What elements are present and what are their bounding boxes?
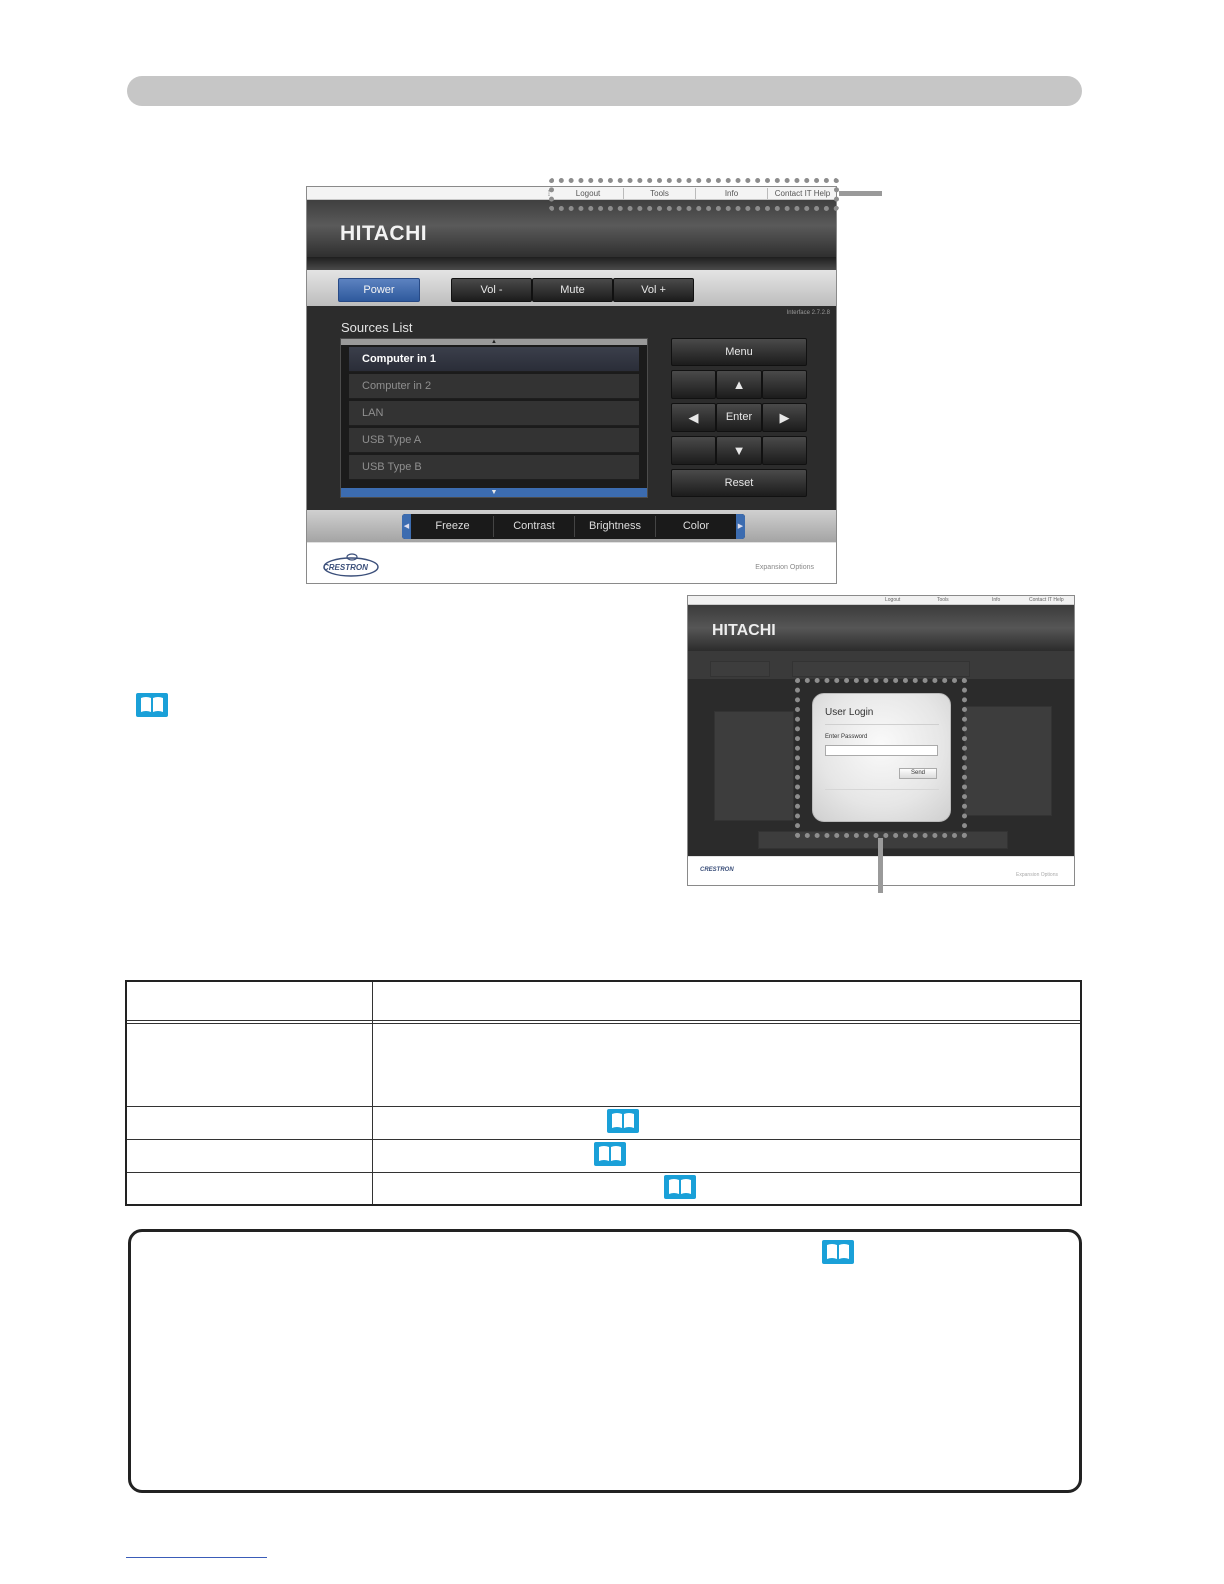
book-icon [136, 693, 168, 717]
page-link-underline [126, 1557, 267, 1558]
menu-button[interactable]: Menu [671, 338, 807, 366]
control-bar [307, 270, 836, 306]
brightness-button[interactable]: Brightness [574, 516, 655, 537]
scroll-down-button[interactable]: ▼ [341, 488, 647, 497]
color-button[interactable]: Color [655, 516, 736, 537]
nav-blank-bottom-left [671, 436, 716, 465]
table-row-divider-2 [127, 1139, 1080, 1140]
crestron-logo-text: CRESTRON [323, 563, 368, 572]
nav-blank-bottom-right [762, 436, 807, 465]
login-crestron-logo: CRESTRON [700, 867, 734, 873]
top-links-handle-icon: ⁞ [547, 189, 551, 198]
tools-link[interactable]: Tools [623, 188, 695, 199]
strip-right-arrow[interactable]: ▶ [736, 514, 745, 539]
book-icon [594, 1142, 626, 1166]
book-icon [607, 1109, 639, 1133]
dimmed-navigation-pad [964, 706, 1052, 816]
reset-button[interactable]: Reset [671, 469, 807, 497]
freeze-button[interactable]: Freeze [435, 520, 470, 532]
adjustment-bar [307, 510, 836, 542]
logout-link[interactable]: Logout [575, 189, 601, 198]
login-contact-it-help-link[interactable]: Contact IT Help [1029, 597, 1064, 603]
password-label: Enter Password [825, 734, 868, 740]
source-item-usb-type-b[interactable]: USB Type B [349, 455, 639, 480]
top-links-callout-frame [549, 178, 839, 211]
book-icon [822, 1240, 854, 1264]
login-info-link[interactable]: Info [992, 597, 1001, 603]
volume-down-button[interactable]: Vol - [451, 278, 532, 302]
login-hitachi-brand: HITACHI [712, 622, 776, 639]
dimmed-sources-list [714, 711, 794, 821]
sources-list [340, 338, 648, 498]
strip-left-arrow[interactable]: ◀ [402, 514, 411, 539]
dialog-divider-bottom [825, 789, 939, 790]
dimmed-volume-buttons [792, 661, 970, 677]
enter-button[interactable]: Enter [716, 403, 762, 432]
section-header-bar [127, 76, 1082, 106]
hitachi-brand: HITACHI [340, 222, 428, 245]
interface-version: Interface 2.7.2.8 [786, 310, 830, 316]
login-top-links [688, 596, 1074, 605]
mute-button[interactable]: Mute [532, 278, 613, 302]
login-callout-line [878, 838, 883, 893]
contrast-button[interactable]: Contrast [493, 516, 574, 537]
source-item-lan[interactable]: LAN [349, 401, 639, 426]
scroll-up-button[interactable]: ▲ [341, 339, 647, 345]
nav-right-button[interactable]: ▶ [762, 403, 807, 432]
login-logout-link[interactable]: Logout [885, 597, 901, 603]
table-row-divider-1 [127, 1106, 1080, 1107]
volume-up-button[interactable]: Vol + [613, 278, 694, 302]
table-column-divider [372, 982, 373, 1204]
book-icon [664, 1175, 696, 1199]
nav-left-button[interactable]: ◀ [671, 403, 716, 432]
brand-separator [307, 257, 836, 270]
send-button[interactable]: Send [899, 768, 937, 779]
source-item-computer-in-1[interactable]: Computer in 1 [349, 347, 639, 372]
adjustment-strip [402, 514, 745, 539]
login-expansion-options[interactable]: Expansion Options [1016, 872, 1058, 878]
dimmed-power-button [710, 661, 770, 677]
info-link[interactable]: Info [695, 188, 767, 199]
source-item-computer-in-2[interactable]: Computer in 2 [349, 374, 639, 399]
contact-it-help-link[interactable]: Contact IT Help [767, 188, 837, 199]
main-panel [307, 306, 836, 510]
dialog-divider [825, 724, 939, 725]
login-tools-link[interactable]: Tools [937, 597, 949, 603]
nav-blank-top-left [671, 370, 716, 399]
expansion-options-link[interactable]: Expansion Options [755, 564, 814, 571]
source-item-usb-type-a[interactable]: USB Type A [349, 428, 639, 453]
table-header-divider [127, 1020, 1080, 1024]
user-login-title: User Login [825, 707, 874, 718]
description-table [125, 980, 1082, 1206]
table-row-divider-3 [127, 1172, 1080, 1173]
top-links-callout-line [839, 191, 882, 196]
crestron-main-screenshot [306, 186, 837, 584]
screenshot-footer [307, 542, 836, 584]
crestron-logo [321, 552, 381, 580]
power-button[interactable]: Power [338, 278, 420, 302]
note-box [128, 1229, 1082, 1493]
nav-down-button[interactable]: ▼ [716, 436, 762, 465]
password-input[interactable] [825, 745, 938, 756]
nav-blank-top-right [762, 370, 807, 399]
user-login-dialog [812, 693, 951, 822]
login-brand-area [688, 605, 1074, 651]
nav-up-button[interactable]: ▲ [716, 370, 762, 399]
sources-list-title: Sources List [341, 320, 413, 335]
